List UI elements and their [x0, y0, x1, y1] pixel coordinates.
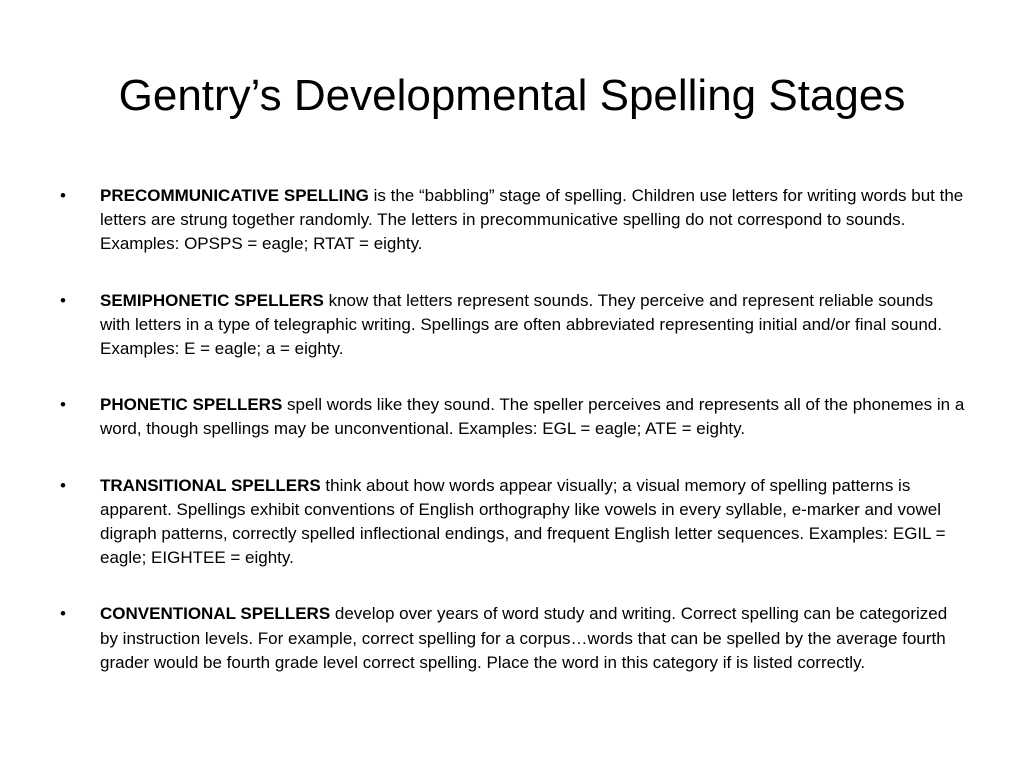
- stage-list: [58, 184, 968, 675]
- stage-description: spell words like they sound. The speller perceives and represents all of the phonemes in a word, though spellings may be unconventional. Examples: EGL = eagle; ATE = eighty.: [100, 395, 965, 439]
- stage-phonetic: [58, 393, 968, 441]
- stage-precommunicative: [58, 184, 968, 257]
- stage-transitional: [58, 474, 968, 571]
- bullet-icon: •: [60, 604, 66, 624]
- stage-term: SEMIPHONETIC SPELLERS: [100, 290, 324, 310]
- stage-term: TRANSITIONAL SPELLERS: [100, 475, 321, 495]
- stage-term: PHONETIC SPELLERS: [100, 395, 283, 415]
- stage-description: develop over years of word study and writing. Correct spelling can be categorized by instruction levels. For example, correct spelling for a corpus…words that can be spelled by the average fourth grader would be fourth grade level correct spelling. Place the word in this category if is listed correctly.: [100, 604, 948, 672]
- stage-description: is the “babbling” stage of spelling. Children use letters for writing words but the letters are strung together randomly. The letters in precommunicative spelling do not correspond to sounds. Examples: OPSPS = eagle; RTAT = eighty.: [100, 186, 964, 254]
- bullet-icon: •: [60, 475, 66, 495]
- slide-title: Gentry’s Developmental Spelling Stages: [118, 71, 906, 120]
- bullet-icon: •: [60, 290, 66, 310]
- bullet-icon: •: [60, 186, 66, 205]
- stage-term: CONVENTIONAL SPELLERS: [100, 604, 331, 624]
- stage-description: think about how words appear visually; a visual memory of spelling patterns is apparent. Spellings exhibit conventions of English orthography like vowels in every syllable, e-marker and vowel digraph patterns, correctly spelled inflectional endings, and frequent English letter sequences. Examples: EGIL = eagle; EIGHTEE = eighty.: [100, 475, 946, 568]
- bullet-icon: •: [60, 395, 66, 415]
- stage-semiphonetic: [58, 289, 968, 362]
- stage-description: know that letters represent sounds. They perceive and represent reliable sounds with letters in a type of telegraphic writing. Spellings are often abbreviated representing initial and/or final sound. Examples: E = eagle; a = eighty.: [100, 290, 942, 359]
- stage-term: PRECOMMUNICATIVE SPELLING: [100, 186, 369, 205]
- stage-conventional: [58, 602, 968, 675]
